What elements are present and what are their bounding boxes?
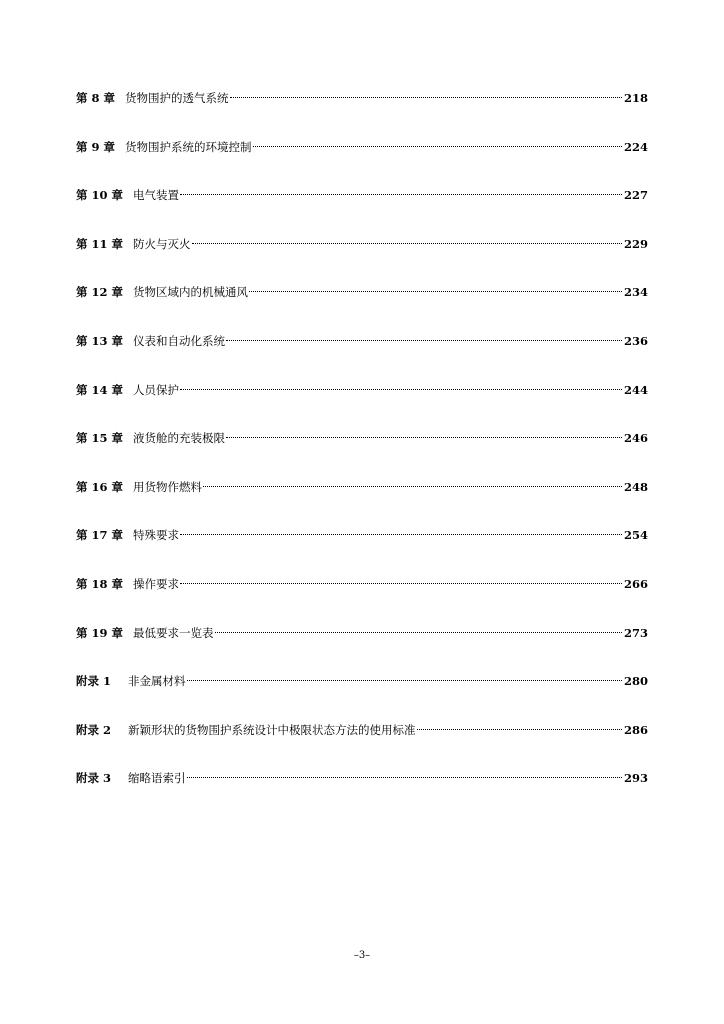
toc-entry-title: 特殊要求 xyxy=(133,528,180,543)
dot-leader xyxy=(180,194,622,195)
dot-leader xyxy=(249,291,622,292)
toc-entry[interactable] xyxy=(76,768,648,817)
toc-entry[interactable] xyxy=(76,623,648,672)
dot-leader xyxy=(180,583,622,584)
toc-entry[interactable] xyxy=(76,380,648,429)
toc-entry-number: 第 14 章 xyxy=(76,382,124,397)
toc-entry[interactable] xyxy=(76,720,648,769)
toc-entry-number: 第 15 章 xyxy=(76,431,124,446)
toc-entry[interactable] xyxy=(76,525,648,574)
toc-entry-page-number: 248 xyxy=(623,479,648,494)
toc-entry-number: 附录 2 xyxy=(76,722,112,737)
toc-entry-page-number: 266 xyxy=(623,576,648,591)
dot-leader xyxy=(417,729,622,730)
toc-entry-page-number: 229 xyxy=(623,236,648,251)
page-number-footer: –3– xyxy=(353,950,371,961)
dot-leader xyxy=(203,486,622,487)
toc-entry-page-number: 236 xyxy=(623,333,648,348)
toc-entry-page-number: 218 xyxy=(623,91,648,105)
toc-entry-title: 最低要求一览表 xyxy=(133,625,214,640)
dot-leader xyxy=(226,437,622,438)
dot-leader xyxy=(192,243,622,244)
toc-entry-title: 新颖形状的货物围护系统设计中极限状态方法的使用标准 xyxy=(128,722,416,737)
dot-leader xyxy=(180,534,622,535)
dot-leader xyxy=(187,777,622,778)
toc-entry-page-number: 293 xyxy=(623,771,648,786)
toc-entry-number: 第 16 章 xyxy=(76,479,124,494)
toc-entry-number: 第 18 章 xyxy=(76,576,124,591)
toc-entry-number: 第 13 章 xyxy=(76,333,124,348)
dot-leader xyxy=(226,340,622,341)
toc-entry[interactable] xyxy=(76,282,648,331)
toc-entry[interactable] xyxy=(76,428,648,477)
dot-leader xyxy=(215,632,622,633)
toc-entry[interactable] xyxy=(76,234,648,283)
toc-entry-number: 附录 1 xyxy=(76,674,112,689)
toc-entry-page-number: 254 xyxy=(623,528,648,543)
toc-entry-title: 操作要求 xyxy=(133,576,180,591)
toc-entry-title: 防火与灭火 xyxy=(133,236,191,251)
toc-entry-number: 第 19 章 xyxy=(76,625,124,640)
toc-entry-title: 货物区域内的机械通风 xyxy=(133,285,249,300)
toc-entry[interactable] xyxy=(76,331,648,380)
toc-entry[interactable] xyxy=(76,477,648,526)
toc-entry-number: 第 8 章 xyxy=(76,91,116,105)
toc-entry-title: 非金属材料 xyxy=(128,674,186,689)
toc-entry-page-number: 227 xyxy=(623,188,648,203)
toc-entry-page-number: 246 xyxy=(623,431,648,446)
toc-entry-number: 第 9 章 xyxy=(76,139,116,154)
dot-leader xyxy=(253,146,622,147)
toc-entry-title: 货物围护系统的环境控制 xyxy=(125,139,252,154)
toc-entry-number: 第 17 章 xyxy=(76,528,124,543)
toc-entry-title: 缩略语索引 xyxy=(128,771,186,786)
toc-entry-title: 电气装置 xyxy=(133,188,180,203)
toc-entry-page-number: 224 xyxy=(623,139,648,154)
toc-entry[interactable] xyxy=(76,185,648,234)
toc-entry-title: 货物围护的透气系统 xyxy=(125,91,229,105)
toc-entry[interactable] xyxy=(76,574,648,623)
toc-entry[interactable] xyxy=(76,671,648,720)
toc-entry-number: 附录 3 xyxy=(76,771,112,786)
toc-entry-page-number: 234 xyxy=(623,285,648,300)
toc-entry-page-number: 244 xyxy=(623,382,648,397)
toc-entry-number: 第 10 章 xyxy=(76,188,124,203)
toc-entry-title: 用货物作燃料 xyxy=(133,479,203,494)
toc-entry-number: 第 11 章 xyxy=(76,236,124,251)
toc-entry-title: 仪表和自动化系统 xyxy=(133,333,226,348)
toc-entry-number: 第 12 章 xyxy=(76,285,124,300)
dot-leader xyxy=(230,97,622,98)
dot-leader xyxy=(187,680,622,681)
toc-entry-page-number: 280 xyxy=(623,674,648,689)
toc-entry[interactable] xyxy=(76,88,648,137)
table-of-contents xyxy=(76,88,648,817)
dot-leader xyxy=(180,389,622,390)
toc-entry[interactable] xyxy=(76,137,648,186)
toc-entry-page-number: 286 xyxy=(623,722,648,737)
toc-entry-page-number: 273 xyxy=(623,625,648,640)
toc-entry-title: 人员保护 xyxy=(133,382,180,397)
toc-entry-title: 液货舱的充装极限 xyxy=(133,431,226,446)
